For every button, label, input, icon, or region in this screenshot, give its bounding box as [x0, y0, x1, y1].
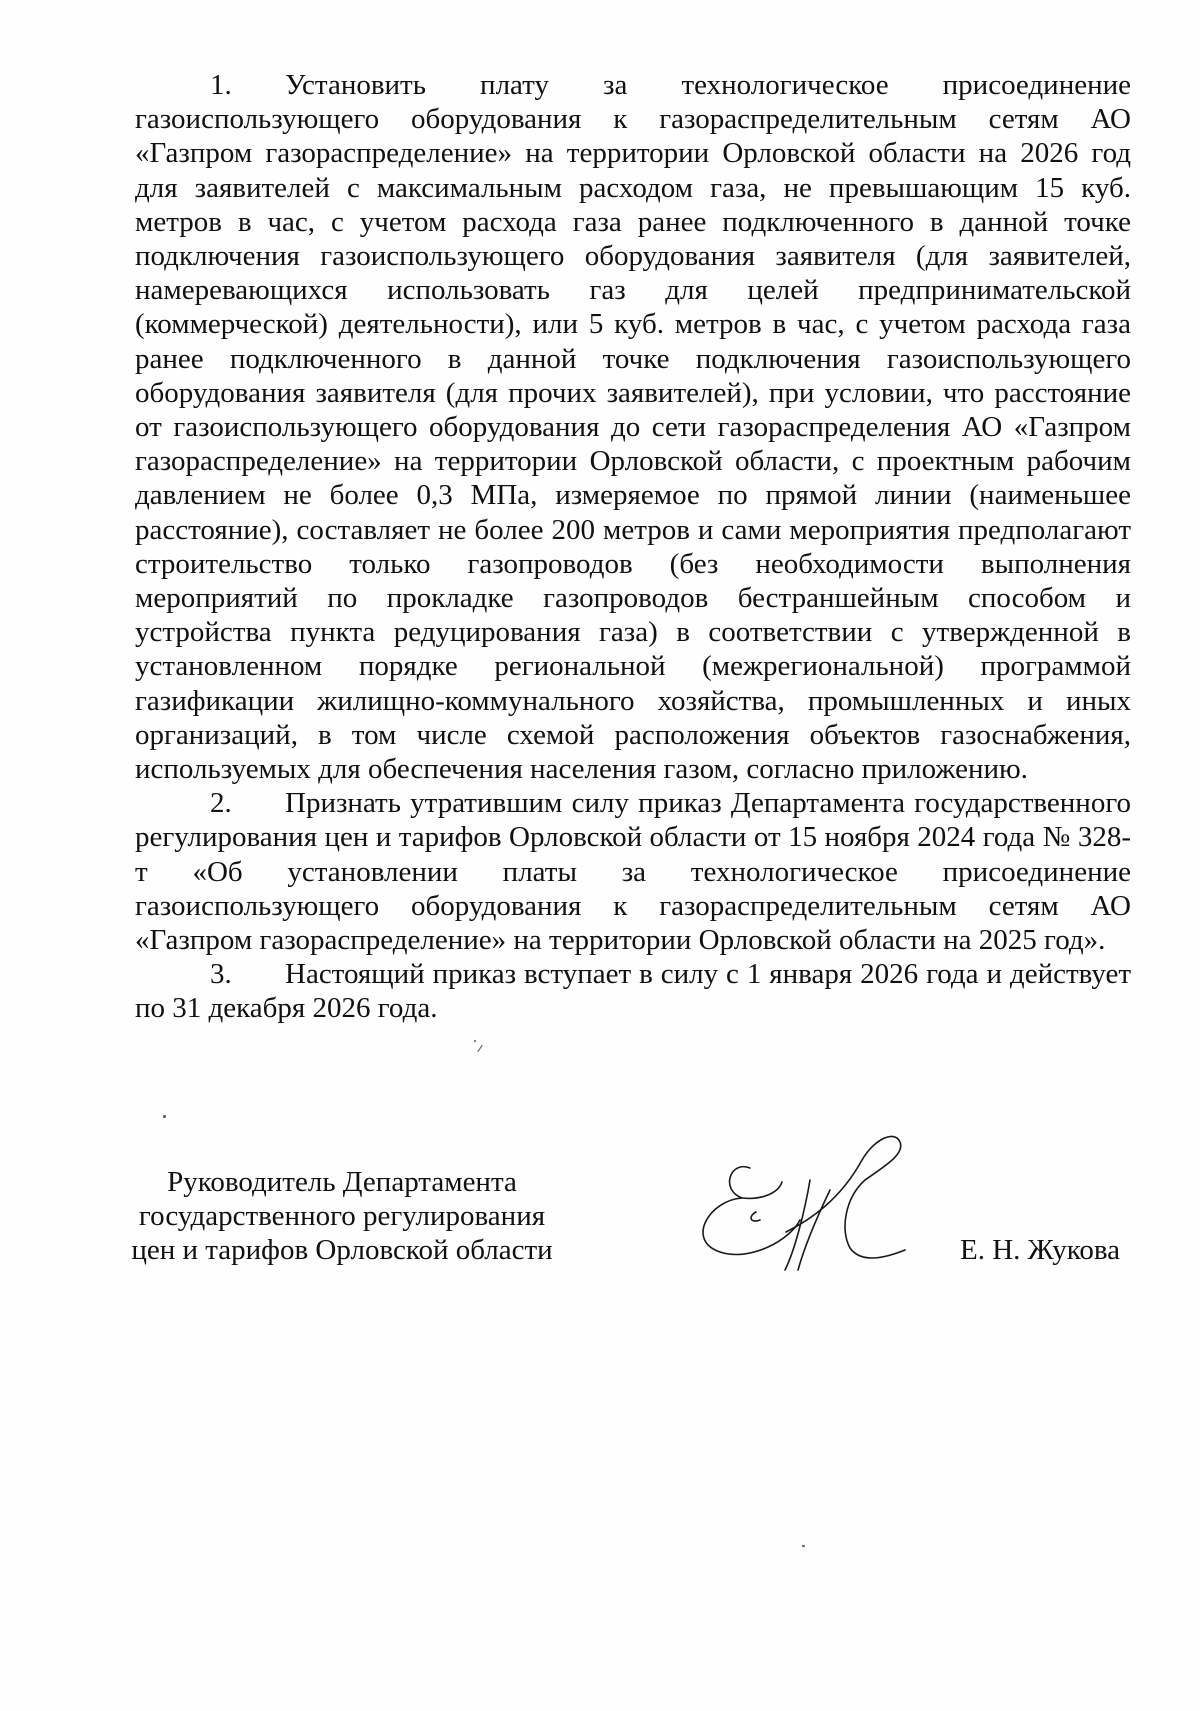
item-text: Настоящий приказ вступает в силу с 1 января 2026 года и действует по 31 декабря 2026 года.: [135, 958, 1131, 1025]
handwritten-signature: [690, 1120, 970, 1290]
order-item-2: [135, 786, 1131, 957]
item-number: 2.: [210, 787, 232, 820]
signatory-title-line-2: государственного регулирования: [138, 1200, 546, 1232]
order-item-3: [135, 957, 1131, 1025]
scan-speck: [802, 1545, 805, 1547]
item-number: 3.: [210, 958, 232, 991]
signatory-name: Е. Н. Жукова: [960, 1234, 1121, 1266]
signatory-title-line-1: Руководитель Департамента: [167, 1166, 517, 1198]
scan-mark: [477, 1045, 482, 1052]
scan-speck: [163, 1115, 166, 1118]
item-number: 1.: [210, 69, 232, 101]
item-text: Установить плату за технологическое присоединение газоиспользующего оборудования к газораспределительным сетям АО «Газпром газораспределение» на территории Орловской области на 2026 год для заявителей с максимальным расходом газа, не превышающим 15 куб. метров в час, с учетом расхода газа ранее подключенного в данной точке подключения газоиспользующего оборудования заявителя (для заявителей, намеревающихся использовать газ для целей предпринимательской (коммерческой) деятельности), или 5 куб. метров в час, с учетом расхода газа ранее подключенного в данной точке подключения газоиспользующего оборудования заявителя (для прочих заявителей), при условии, что расстояние от газоиспользующего оборудования до сети газораспределения АО «Газпром газораспределение» на территории Орловской области, с проектным рабочим давлением не более 0,3 МПа, измеряемое по прямой линии (наименьшее расстояние), составляет не более 200 метров и сами мероприятия предполагают строительство только газопроводов (без необходимости выполнения мероприятий по прокладке газопроводов бестраншейным способом и устройства пункта редуцирования газа) в соответствии с утвержденной в установленном порядке региональной (межрегиональной) программой газификации жилищно-коммунального хозяйства, промышленных и иных организаций, в том числе схемой расположения объектов газоснабжения, используемых для обеспечения населения газом, согласно приложению.: [135, 69, 1131, 786]
scan-speck: [474, 1040, 476, 1042]
document-body: [135, 68, 1131, 1026]
signatory-title: [122, 1165, 562, 1267]
signatory-title-line-3: цен и тарифов Орловской области: [131, 1234, 553, 1266]
order-item-1: [135, 68, 1131, 786]
item-text: Признать утратившим силу приказ Департамента государственного регулирования цен и тарифов Орловской области от 15 ноября 2024 года № 328-т «Об установлении платы за технологическое присоединение газоиспользующего оборудования к газораспределительным сетям АО «Газпром газораспределение» на территории Орловской области на 2025 год».: [135, 787, 1131, 957]
